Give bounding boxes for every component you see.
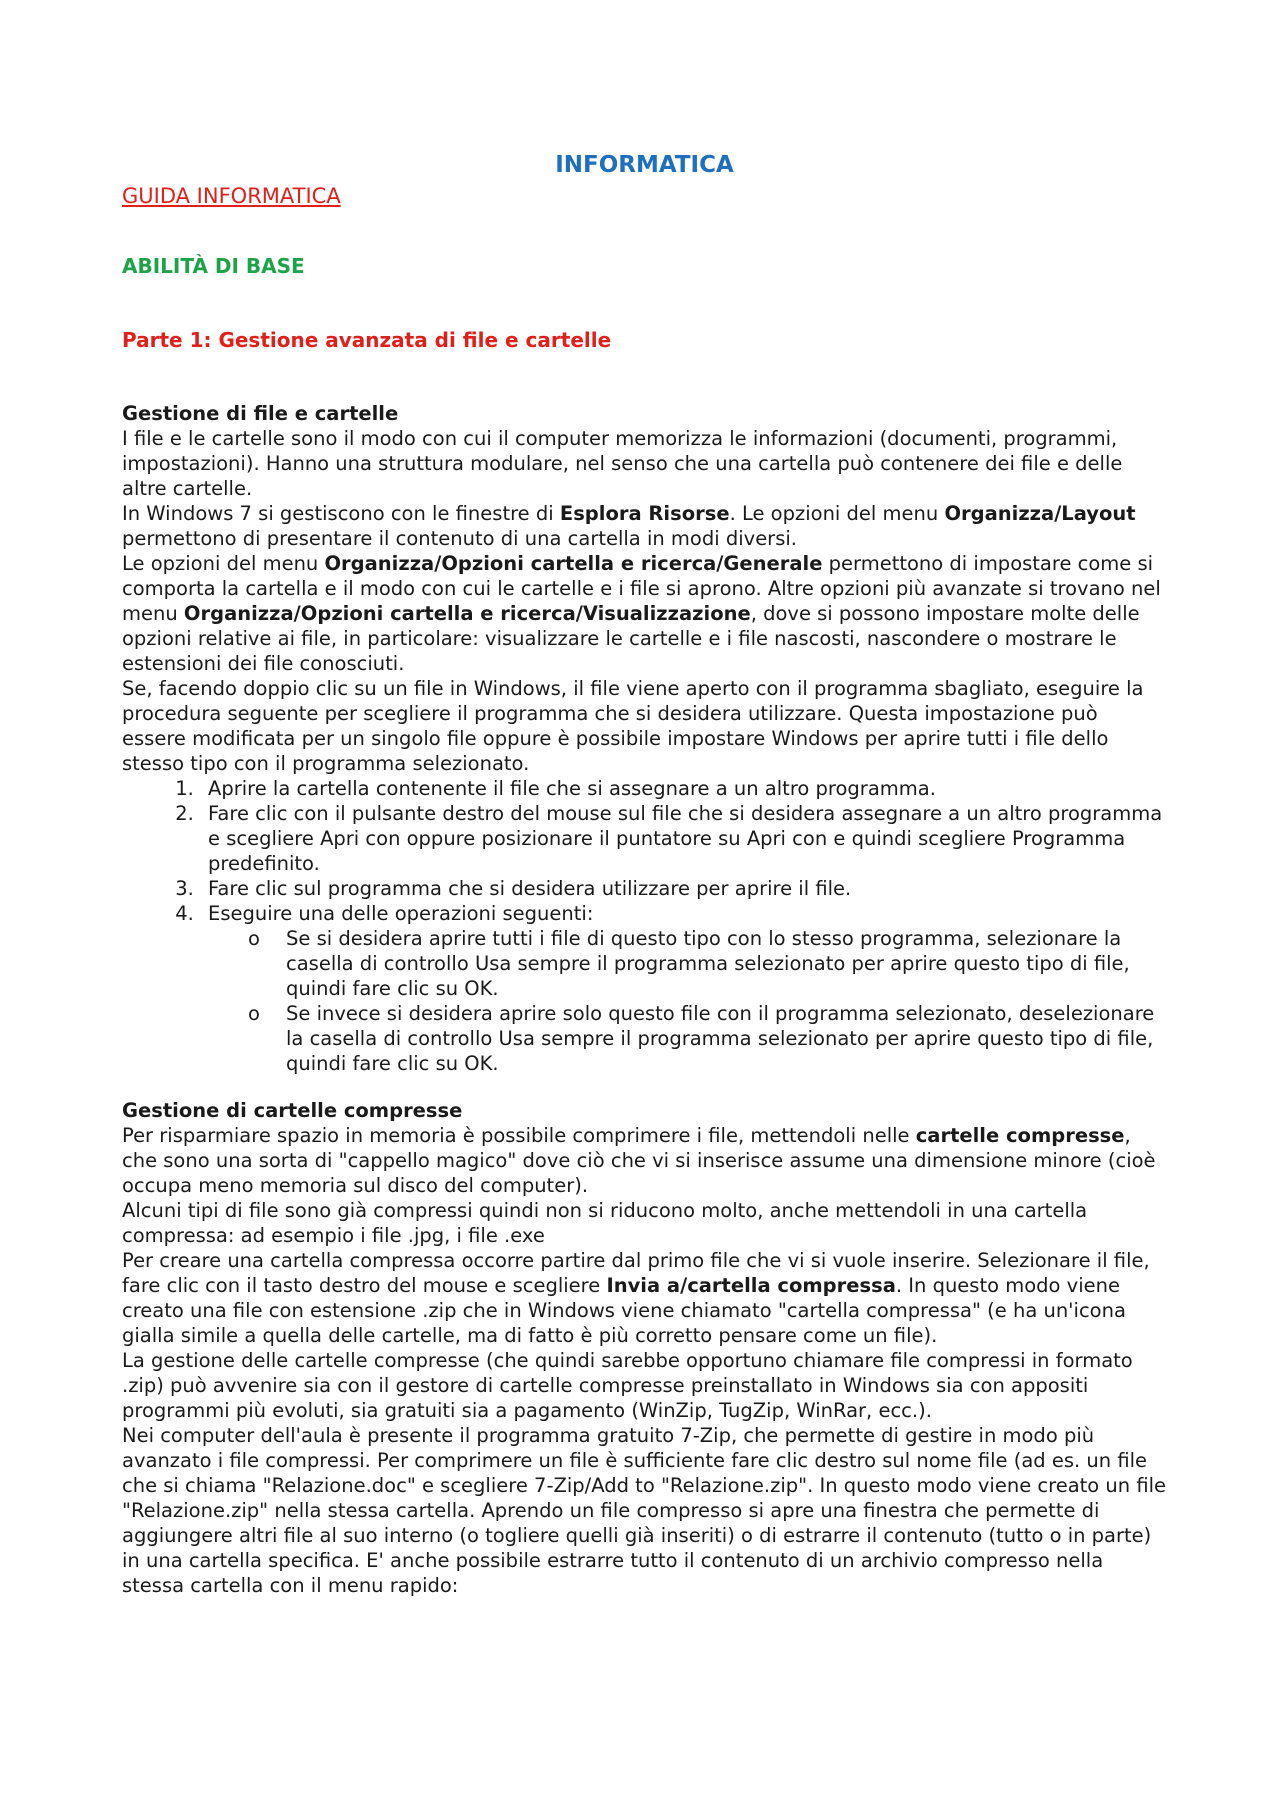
procedure-steps — [122, 776, 1167, 1076]
list-item: 3. Fare clic sul programma che si desidera utilizzare per aprire il file. — [200, 876, 1167, 901]
sec1-heading: Gestione di file e cartelle — [122, 402, 399, 425]
page-title: INFORMATICA — [555, 152, 734, 178]
sec1-paragraph-1: I file e le cartelle sono il modo con cui il computer memorizza le informazioni (documenti, programmi, impostazioni). Hanno una struttura modulare, nel senso che una cartella può contenere dei file e delle altre cartelle. — [122, 427, 1123, 500]
section-basics-heading: ABILITÀ DI BASE — [122, 254, 305, 278]
list-item: 2. Fare clic con il pulsante destro del mouse sul file che si desidera assegnare a un altro programma e scegliere Apri con oppure posizionare il puntatore su Apri con e quindi scegliere Programma predefinito. — [200, 801, 1167, 876]
bullet-icon: o — [248, 927, 260, 950]
sub-steps — [208, 926, 1167, 1076]
sec2-paragraph-5: Nei computer dell'aula è presente il programma gratuito 7-Zip, che permette di gestire in modo più avanzato i file compressi. Per comprimere un file è sufficiente fare clic destro sul nome file (ad es. un file che si chiama "Relazione.doc" e scegliere 7-Zip/Add to "Relazione.zip". In questo modo viene creato un file "Relazione.zip" nella stessa cartella. Aprendo un file compresso si apre una finestra che permette di aggiungere altri file al suo interno (o togliere quelli già inseriti) o di estrarre il contenuto (tutto o in parte) in una cartella specifica. E' anche possibile estrarre tutto il contenuto di un archivio compresso nella stessa cartella con il menu rapido: — [122, 1424, 1167, 1597]
sec2-paragraph-3: Per creare una cartella compressa occorre partire dal primo file che vi si vuole inserire. Selezionare il file, fare clic con il tasto destro del mouse e scegliere Invia a/cartella compressa. In questo modo viene creato una file con estensione .zip che in Windows viene chiamato "cartella compressa" (e ha un'icona gialla simile a quella delle cartelle, ma di fatto è più corretto pensare come un file). — [122, 1249, 1150, 1347]
list-item: o Se si desidera aprire tutti i file di questo tipo con lo stesso programma, selezionare la casella di controllo Usa sempre il programma selezionato per aprire questo tipo di file, quindi fare clic su OK. — [248, 927, 1130, 1000]
sec2-heading: Gestione di cartelle compresse — [122, 1099, 463, 1122]
guide-link[interactable]: GUIDA INFORMATICA — [122, 184, 341, 208]
bullet-icon: o — [248, 1002, 260, 1025]
list-item: o Se invece si desidera aprire solo questo file con il programma selezionato, deselezionare la casella di controllo Usa sempre il programma selezionato per aprire questo tipo di file, quindi fare clic su OK. — [248, 1002, 1155, 1075]
part1-heading: Parte 1: Gestione avanzata di file e cartelle — [122, 328, 612, 352]
document-page — [122, 150, 1167, 1598]
list-item: 1. Aprire la cartella contenente il file che si assegnare a un altro programma. — [200, 776, 1167, 801]
list-item: 4. Eseguire una delle operazioni seguenti: o Se si desidera aprire tutti i file di questo tipo con lo stesso programma, selezionare la casella di controllo Usa sempre il programma selezionato per aprire questo tipo di file, quindi fare clic su OK. o Se invece si desidera aprire solo questo file con il programma selezionato, deselezionare la casella di controllo Usa sempre il programma selezionato per aprire questo tipo di file, quindi fare clic su OK. — [200, 901, 1167, 1076]
sec2-paragraph-1: Per risparmiare spazio in memoria è possibile comprimere i file, mettendoli nelle cartelle compresse, che sono una sorta di "cappello magico" dove ciò che vi si inserisce assume una dimensione minore (cioè occupa meno memoria sul disco del computer). — [122, 1124, 1156, 1197]
sec2-paragraph-4: La gestione delle cartelle compresse (che quindi sarebbe opportuno chiamare file compressi in formato .zip) può avvenire sia con il gestore di cartelle compresse preinstallato in Windows sia con appositi programmi più evoluti, sia gratuiti sia a pagamento (WinZip, TugZip, WinRar, ecc.). — [122, 1349, 1133, 1422]
sec1-paragraph-4: Se, facendo doppio clic su un file in Windows, il file viene aperto con il programma sbagliato, eseguire la procedura seguente per scegliere il programma che si desidera utilizzare. Questa impostazione può essere modificata per un singolo file oppure è possibile impostare Windows per aprire tutti i file dello stesso tipo con il programma selezionato. — [122, 677, 1144, 775]
sec1-paragraph-3: Le opzioni del menu Organizza/Opzioni cartella e ricerca/Generale permettono di impostare come si comporta la cartella e il modo con cui le cartelle e i file si aprono. Altre opzioni più avanzate si trovano nel menu Organizza/Opzioni cartella e ricerca/Visualizzazione, dove si possono impostare molte delle opzioni relative ai file, in particolare: visualizzare le cartelle e i file nascosti, nascondere o mostrare le estensioni dei file conosciuti. — [122, 552, 1161, 675]
sec2-paragraph-2: Alcuni tipi di file sono già compressi quindi non si riducono molto, anche mettendoli in una cartella compressa: ad esempio i file .jpg, i file .exe — [122, 1199, 1088, 1247]
sec1-paragraph-2: In Windows 7 si gestiscono con le finestre di Esplora Risorse. Le opzioni del menu Organizza/Layout permettono di presentare il contenuto di una cartella in modi diversi. — [122, 502, 1136, 550]
